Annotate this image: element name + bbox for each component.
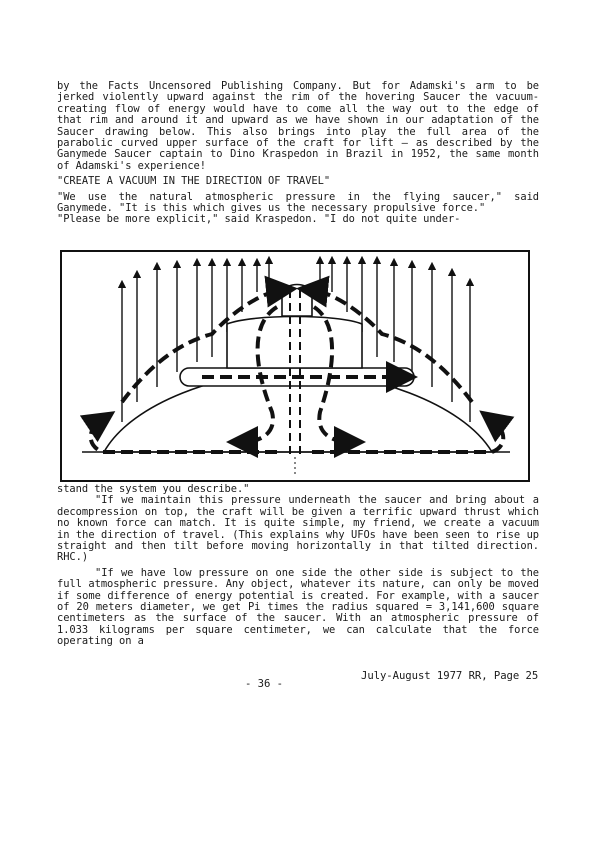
saucer-airflow-illustration <box>62 252 528 480</box>
paragraph-continuation: stand the system you describe." <box>57 483 250 495</box>
saucer-body <box>104 285 492 453</box>
paragraph-kraspedon: "Please be more explicit," said Kraspedon. "I do not quite under- <box>57 213 461 226</box>
paragraph-ganymede: "We use the natural atmospheric pressure in the flying saucer," said Ganymede. "It is this which gives us the necessary propulsive force." <box>57 190 539 215</box>
issue-footer: July-August 1977 RR, Page 25 <box>361 670 539 682</box>
page-number: - 36 - <box>245 678 283 690</box>
paragraph-low-pressure: "If we have low pressure on one side the other side is subject to the full atmospheric pressure. Any object, whatever its nature, can only be moved if some difference of energy potential is created. For example, with a saucer of 20 meters diameter, we get Pi times the radius squared = 3,141,600 square centimeters as the surface of the saucer. With an atmospheric pressure of 1.033 kilograms per square centimeter, we can calculate that the force operating on a <box>57 566 539 648</box>
text-column-bottom <box>57 484 539 648</box>
section-heading: "CREATE A VACUUM IN THE DIRECTION OF TRAVEL" <box>57 175 331 188</box>
paragraph-intro: by the Facts Uncensored Publishing Company. But for Adamski's arm to be jerked violently upward against the rim of the hovering Saucer the vacuum-creating flow of energy would have to come all the way out to the edge of that rim and around it and upward as we have shown in our adaptation of the Saucer drawing below. This also brings into play the full area of the parabolic curved upper surface of the craft for lift — as described by the Ganymede Saucer captain to Dino Kraspedon in Brazil in 1952, the same month of Adamski's experience! <box>57 80 539 172</box>
saucer-diagram <box>60 250 530 482</box>
paragraph-pressure: "If we maintain this pressure underneath the saucer and bring about a decompression on top, the craft will be given a terrific upward thrust which no known force can match. It is quite simple, my friend, we create a vacuum in the direction of travel. (This explains why UFOs have been seen to rise up straight and then tilt before moving horizontally in that tilted direction. RHC.) <box>57 494 539 564</box>
text-column-top <box>57 81 539 226</box>
